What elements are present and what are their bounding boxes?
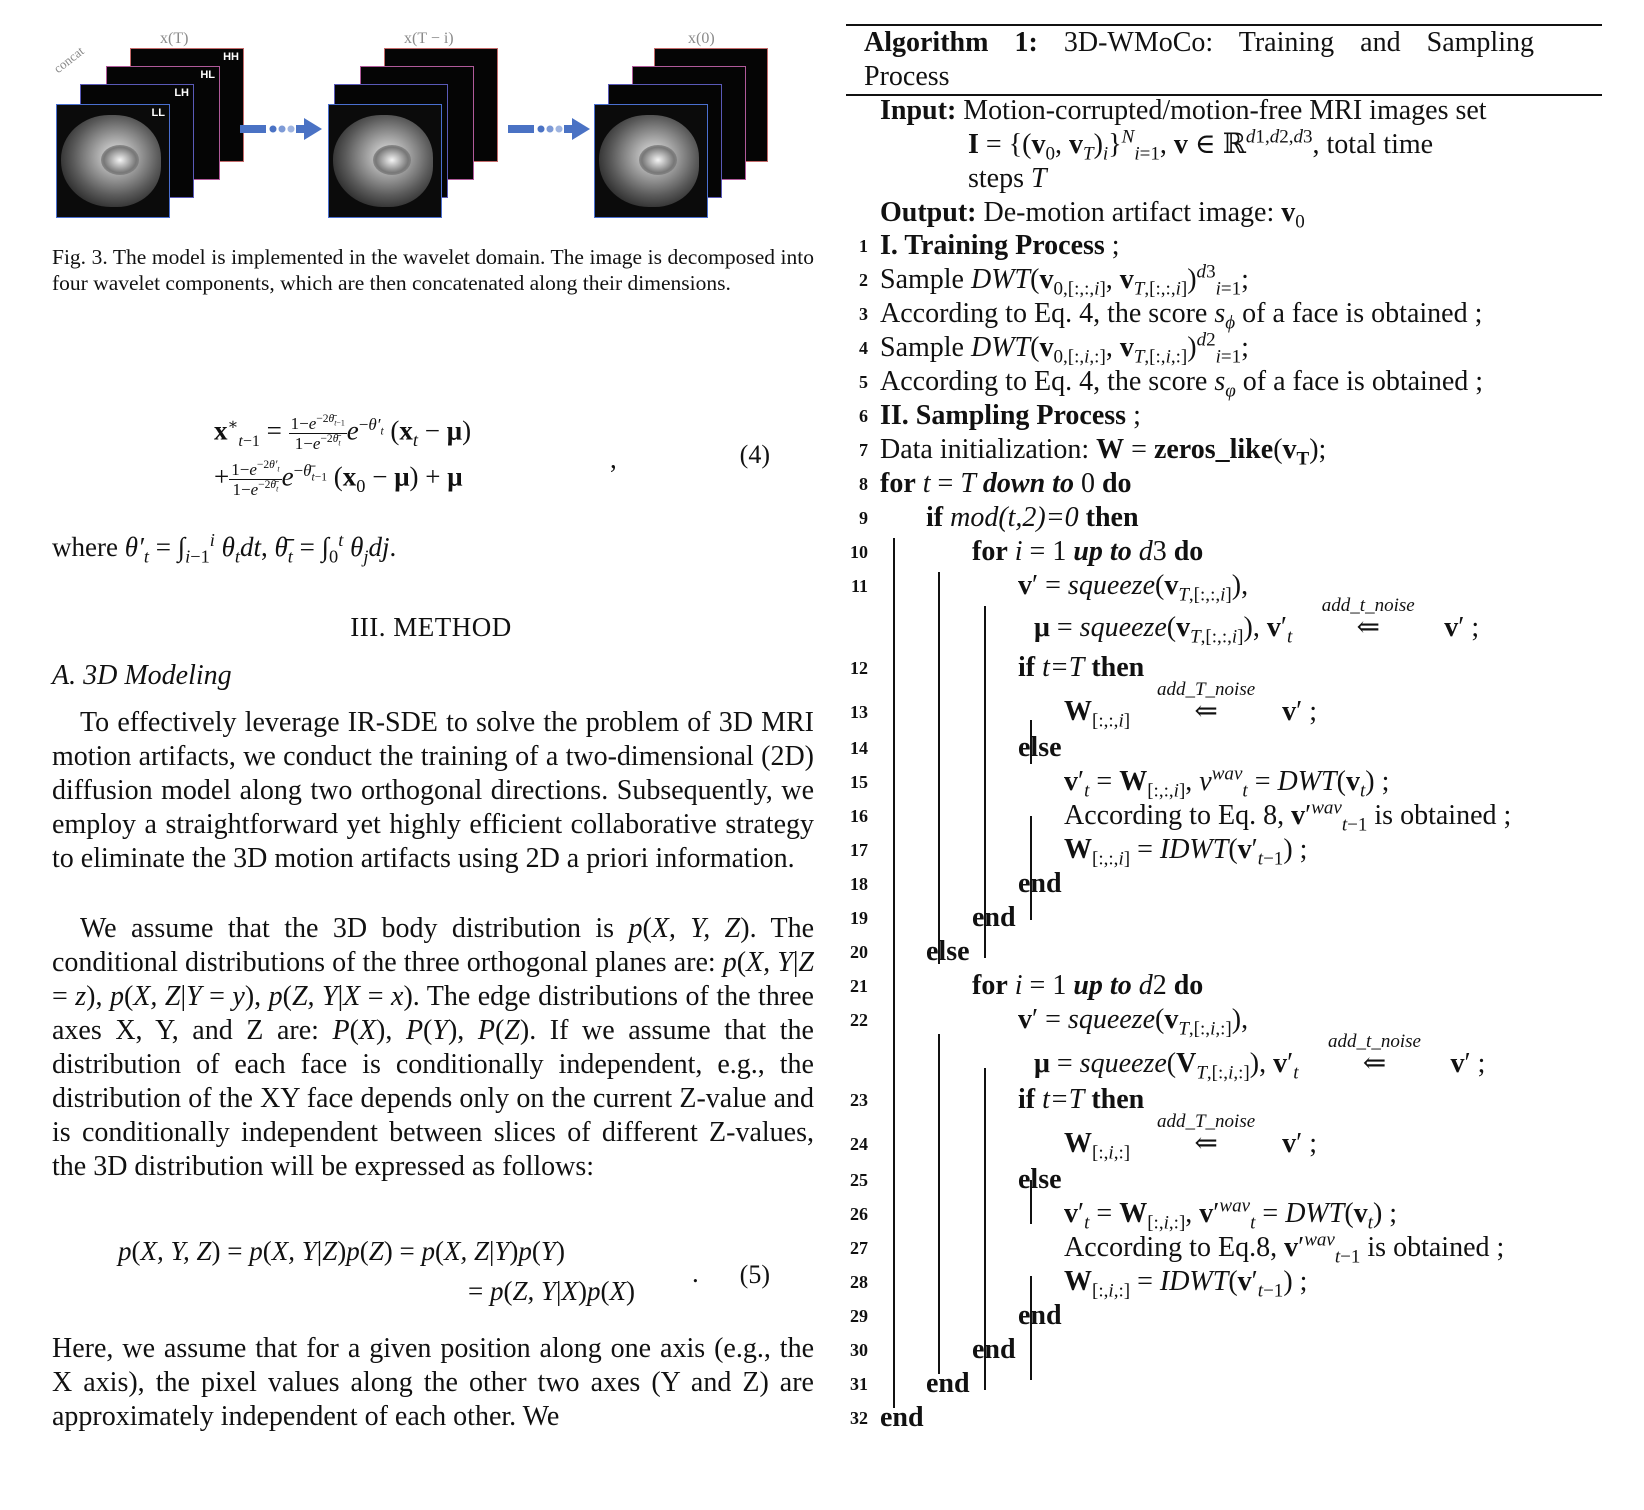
paragraph-2: We assume that the 3D body distribution is p(X, Y, Z). The conditional distributions of the three orthogonal planes are: p(X, Y|Z = z), p(X, Z|Y = y), p(Z, Y|X = x). The edge distributions of the three axes X, Y, and Z are: P(X), P(Y), P(Z). If we assume that the distribution of each face is conditionally independent, e.g., the distribution of the XY face depends only on the current Z-value and is conditionally independent between slices of different Z-values, the 3D distribution will be expressed as follows: — [52, 913, 814, 1182]
algo-line-25: else — [1018, 1164, 1062, 1195]
section-heading: III. METHOD — [350, 612, 512, 642]
right-arrow-icon — [508, 118, 590, 140]
algo-line-2: Sample $DWT(v_{0,[:,:,i]}$, $v_{T,[:,:,i]})^{d3}_{i=1}$; — [880, 261, 1249, 300]
line-number: 14 — [850, 738, 868, 758]
line-number: 1 — [859, 236, 868, 256]
band-label: LL — [151, 107, 165, 119]
algo-line-31: end — [926, 1368, 970, 1399]
right-arrow-icon — [240, 118, 322, 140]
line-number: 24 — [850, 1134, 868, 1154]
line-number: 23 — [850, 1090, 868, 1110]
equation-number: (5) — [739, 1260, 770, 1289]
else-block-bar — [938, 1034, 940, 1374]
algo-line-8: for t = T down to 0 do — [880, 468, 1132, 499]
algo-line-22b: $\mu = squeeze(V_{T,[:,i,:]})$, $v'_t$ add_t_noise ⇐ v′ ; — [1034, 1031, 1486, 1084]
algo-line-30: end — [972, 1334, 1016, 1365]
algorithm-input-set: $I = \{(v_0$, $v_T)_i\}^N_{i=1}$, v ∈ ℝ$^{d1,d2,d3}$, total time — [968, 126, 1434, 165]
for-block-bar — [893, 538, 895, 1408]
line-number: 22 — [850, 1010, 868, 1030]
algorithm-input: Input: Motion-corrupted/motion-free MRI images set — [880, 95, 1487, 126]
line-number: 13 — [850, 702, 868, 722]
subsection-heading: A. 3D Modeling — [52, 660, 232, 691]
line-number: 19 — [850, 908, 868, 928]
line-number: 20 — [850, 942, 868, 962]
algo-line-29: end — [1018, 1300, 1062, 1331]
algo-line-18: end — [1018, 868, 1062, 899]
line-number: 5 — [859, 372, 868, 392]
wavelet-figure — [52, 30, 812, 230]
algo-line-4: Sample $DWT(v_{0,[:,i,:]}$, $v_{T,[:,i,:]})^{d2}_{i=1}$; — [880, 329, 1249, 368]
line-number: 30 — [850, 1340, 868, 1360]
algo-line-9: if mod(t,2)=0 then — [926, 502, 1139, 533]
algo-line-21: for i = 1 up to d2 do — [972, 970, 1204, 1001]
line-number: 31 — [850, 1374, 868, 1394]
figure-label-xTi: x(T − i) — [404, 30, 454, 47]
algo-line-7: Data initialization: $W = zeros\_like(v_T)$; — [880, 434, 1327, 470]
algo-line-32: end — [880, 1402, 924, 1433]
band-label: HH — [223, 51, 239, 63]
algo-line-12: if t=T then — [1018, 652, 1145, 683]
algo-line-20: else — [926, 936, 970, 967]
algo-line-22: $v' = squeeze(v_{T,[:,i,:]})$, — [1018, 1004, 1249, 1040]
algorithm-title: Algorithm 1: 3D-WMoCo: Training and Sampling Process — [864, 27, 1534, 92]
algo-line-27: According to Eq.8, $v'^{wav}_{t-1}$ is obtained ; — [1064, 1229, 1505, 1268]
algo-line-14: else — [1018, 732, 1062, 763]
line-number: 6 — [859, 406, 868, 426]
line-number: 16 — [850, 806, 868, 826]
algo-line-24: $W_{[:,i,:]}$ add_T_noise ⇐ v′ ; — [1064, 1111, 1317, 1164]
line-number: 8 — [859, 474, 868, 494]
line-number: 11 — [850, 576, 868, 596]
algo-line-16: According to Eq. 8, $v'^{wav}_{t-1}$ is obtained ; — [1064, 797, 1512, 836]
concat-label: concat — [50, 43, 87, 76]
line-number: 21 — [850, 976, 868, 996]
line-number: 3 — [859, 304, 868, 324]
algo-line-15: $v'_t = W_{[:,:,i]}$, $v^{wav}_t = DWT(v_t)$ ; — [1064, 763, 1390, 802]
line-number: 29 — [850, 1306, 868, 1326]
algo-line-19: end — [972, 902, 1016, 933]
equation-5: p(X, Y, Z) = p(X, Y|Z)p(Z) = p(X, Z|Y)p(Y) = p(Z, Y|X)p(X) . (5) — [118, 1236, 770, 1306]
line-number: 26 — [850, 1204, 868, 1224]
line-number: 10 — [850, 542, 868, 562]
algo-line-1: I. Training Process ; — [880, 230, 1120, 261]
figure-label-x0: x(0) — [688, 30, 715, 47]
algorithm-output: Output: De-motion artifact image: $v_0$ — [880, 197, 1305, 233]
algo-line-11b: $\mu = squeeze(v_{T,[:,:,i]})$, $v'_t$ add_t_noise ⇐ v′ ; — [1034, 595, 1480, 648]
algo-line-13: $W_{[:,:,i]}$ add_T_noise ⇐ v′ ; — [1064, 679, 1317, 732]
if-block-bar — [938, 572, 940, 964]
line-number: 9 — [859, 508, 868, 528]
algo-line-10: for i = 1 up to d3 do — [972, 536, 1204, 567]
equation-number: (4) — [739, 440, 770, 469]
where-clause: where $\theta'_t = \int_{i-1}^i$ $\theta_tdt$, $\thetā_t = \int_0^t$ $\theta_jdj$. — [52, 530, 397, 567]
line-number: 4 — [859, 338, 868, 358]
line-number: 15 — [850, 772, 868, 792]
line-number: 32 — [850, 1408, 868, 1428]
algo-line-6: II. Sampling Process ; — [880, 400, 1141, 431]
equation-4: $x^∗_{t-1}$ = $\frac{1-e^{-2\thetā_{t-1}}}{1-e^{-2\thetā_t}}$ $e^{-\theta'_t}$ $(x_t - \mu)$ + $\frac{1-e^{-2\theta'_t}}{1-e^{-2\thetā_t}}$ $e^{-\thetā_{t-1}}$ $(x_0 - \mu) + \mu$ , (4) — [214, 412, 770, 499]
algo-line-26: $v'_t = W_{[:,i,:]}$, $v'^{wav}_t = DWT(v_t)$ ; — [1064, 1195, 1398, 1234]
wavelet-slice-ll — [328, 104, 442, 218]
line-number: 12 — [850, 658, 868, 678]
algo-line-11: $v' = squeeze(v_{T,[:,:,i]})$, — [1018, 570, 1249, 606]
band-label: HL — [200, 69, 215, 81]
line-number: 27 — [850, 1238, 868, 1258]
line-number: 18 — [850, 874, 868, 894]
band-label: LH — [174, 87, 189, 99]
line-number: 7 — [859, 440, 868, 460]
algorithm-input-steps: steps T — [968, 163, 1047, 194]
paragraph-1: To effectively leverage IR-SDE to solve the problem of 3D MRI motion artifacts, we conduct the training of a two-dimensional (2D) diffusion model along two orthogonal directions. Subsequently, we employ a straightforward yet highly efficient collaborative strategy to eliminate the 3D motion artifacts using 2D a priori information. — [52, 707, 814, 874]
wavelet-slice-ll — [594, 104, 708, 218]
algo-line-5: According to Eq. 4, the score $s_\varphi$ of a face is obtained ; — [880, 366, 1484, 402]
line-number: 2 — [859, 270, 868, 290]
figure-label-xT: x(T) — [160, 30, 189, 47]
algo-line-23: if t=T then — [1018, 1084, 1145, 1115]
algo-line-3: According to Eq. 4, the score $s_\phi$ of a face is obtained ; — [880, 298, 1483, 334]
algo-line-28: $W_{[:,i,:]}$ = $IDWT(v'_{t-1})$ ; — [1064, 1266, 1308, 1302]
line-number: 25 — [850, 1170, 868, 1190]
line-number: 28 — [850, 1272, 868, 1292]
paragraph-3: Here, we assume that for a given position along one axis (e.g., the X axis), the pixel values along the other two axes (Y and Z) are approximately independent of each other. We — [52, 1333, 814, 1432]
line-number: 17 — [850, 840, 868, 860]
algo-line-17: $W_{[:,:,i]}$ = $IDWT(v'_{t-1})$ ; — [1064, 834, 1308, 870]
figure-caption: Fig. 3. The model is implemented in the wavelet domain. The image is decomposed into four wavelet components, which are then concatenated along their dimensions. — [52, 245, 814, 295]
wavelet-slice-ll — [56, 104, 170, 218]
